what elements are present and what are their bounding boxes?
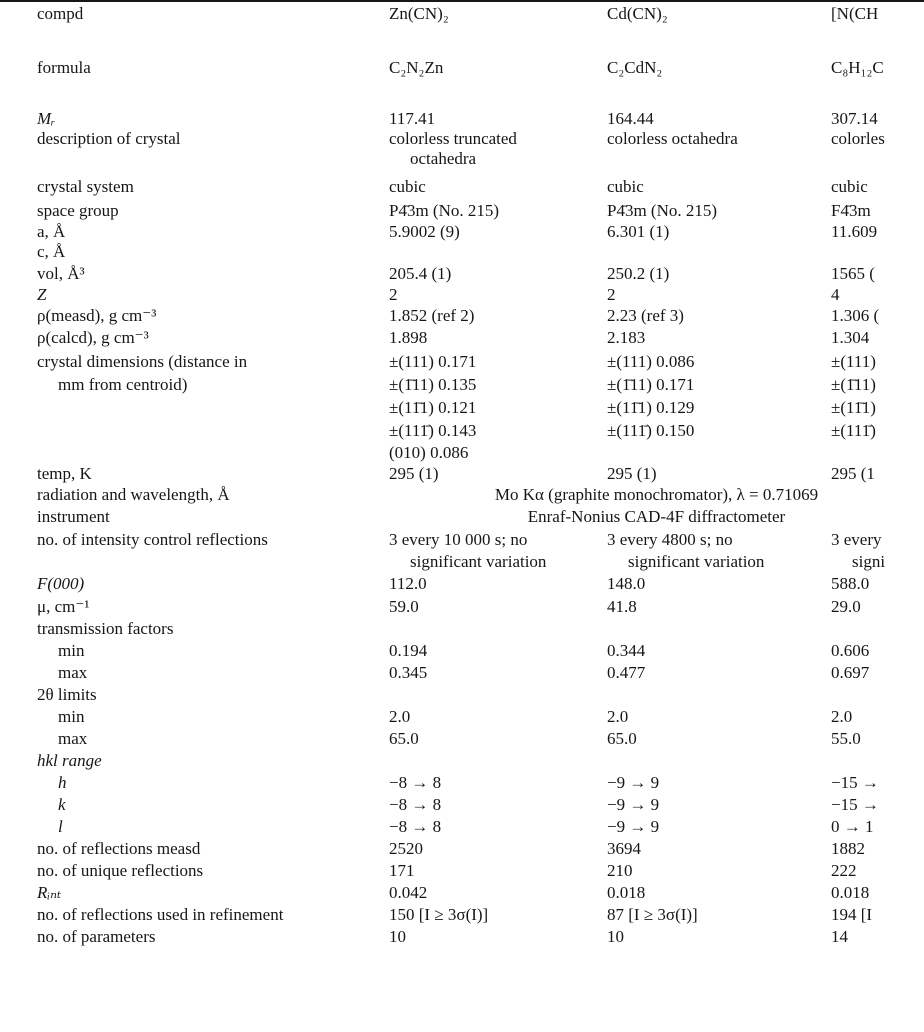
row-label-text: hkl range (37, 751, 102, 770)
cell-zn: 0.042 (389, 883, 428, 902)
row-label: no. of intensity control reflections (37, 530, 268, 549)
table-row (0, 352, 924, 372)
row-label: no. of reflections measd (37, 839, 201, 858)
table-row (0, 751, 924, 771)
table-row (0, 729, 924, 749)
cell-third: 295 (1 (831, 464, 875, 483)
row-label: μ, cm⁻¹ (37, 597, 90, 616)
cell-cd: −9 → 9 (607, 817, 660, 836)
cell-third: 588.0 (831, 574, 870, 593)
cell-zn: 10 (389, 927, 406, 946)
cell-zn: 2520 (389, 839, 423, 858)
table-row (0, 485, 924, 505)
cell-third: ±(111̄) (831, 421, 876, 440)
table-row (0, 306, 924, 326)
table-row (0, 707, 924, 727)
cell-third: [N(CH (831, 4, 879, 23)
cell-third: 29.0 (831, 597, 861, 616)
table-row (0, 201, 924, 221)
table-row (0, 129, 924, 149)
table-row (0, 464, 924, 484)
row-label: radiation and wavelength, Å (37, 485, 230, 504)
cell-zn: 2.0 (389, 707, 411, 726)
row-label: ρ(calcd), g cm⁻³ (37, 328, 149, 347)
table-row (0, 817, 924, 837)
cell-cd: ±(111) 0.086 (607, 352, 695, 371)
cell-zn: −8 → 8 (389, 773, 442, 792)
row-label: no. of unique reflections (37, 861, 204, 880)
cell-third: 11.609 (831, 222, 878, 241)
row-label-text: Mᵣ (37, 109, 56, 128)
table-row (0, 507, 924, 527)
cell-cd: ±(111̄) 0.150 (607, 421, 695, 440)
table-row (0, 905, 924, 925)
cell-cd: 65.0 (607, 729, 637, 748)
table-row (0, 398, 924, 418)
cell-third: ±(11̄1) (831, 398, 876, 417)
cell-third: 1.306 ( (831, 306, 880, 325)
table-row (0, 927, 924, 947)
cell-third: 2.0 (831, 707, 853, 726)
table-row (0, 149, 924, 169)
cell-zn: C₂N₂Zn (389, 58, 444, 77)
cell-zn: 171 (389, 861, 415, 880)
spanning-cell: Enraf-Nonius CAD-4F diffractometer (527, 507, 786, 526)
cell-zn: 2 (389, 285, 398, 304)
cell-cd: 10 (607, 927, 624, 946)
cell-zn: 65.0 (389, 729, 419, 748)
row-label: transmission factors (37, 619, 174, 638)
row-label (37, 574, 84, 594)
cell-zn: 205.4 (1) (389, 264, 452, 283)
cell-cd: 6.301 (1) (607, 222, 670, 241)
row-label: ρ(measd), g cm⁻³ (37, 306, 157, 325)
cell-third: cubic (831, 177, 868, 196)
row-label: max (58, 729, 88, 748)
cell-cd: −9 → 9 (607, 795, 660, 814)
row-label: max (58, 663, 88, 682)
cell-cd: 2.23 (ref 3) (607, 306, 684, 325)
cell-third: 1.304 (831, 328, 870, 347)
cell-zn: (010) 0.086 (389, 443, 469, 462)
cell-zn: cubic (389, 177, 426, 196)
cell-cd: 210 (607, 861, 633, 880)
cell-third: 0.018 (831, 883, 870, 902)
cell-third: ±(1̄11) (831, 375, 876, 394)
table-row (0, 4, 924, 24)
cell-third: F4̄3m (831, 201, 871, 220)
cell-cd: 3 every 4800 s; no (607, 530, 733, 549)
cell-zn: 1.898 (389, 328, 428, 347)
cell-third: 222 (831, 861, 857, 880)
cell-cd: 0.018 (607, 883, 646, 902)
cell-third: 0.697 (831, 663, 870, 682)
cell-zn: colorless truncated (389, 129, 517, 148)
table-row (0, 530, 924, 550)
row-label: space group (37, 201, 119, 220)
cell-zn: 1.852 (ref 2) (389, 306, 475, 325)
table-row (0, 443, 924, 463)
row-label (37, 883, 61, 903)
cell-zn: ±(11̄1) 0.121 (389, 398, 477, 417)
cell-zn: −8 → 8 (389, 817, 442, 836)
row-label: c, Å (37, 242, 66, 261)
row-label: crystal dimensions (distance in (37, 352, 248, 371)
row-label (58, 817, 63, 837)
cell-third: 307.14 (831, 109, 878, 128)
cell-zn: 0.345 (389, 663, 428, 682)
cell-cd: 3694 (607, 839, 641, 858)
cell-cd: 250.2 (1) (607, 264, 670, 283)
row-label: formula (37, 58, 91, 77)
cell-cd: ±(1̄11) 0.171 (607, 375, 695, 394)
table-row (0, 685, 924, 705)
cell-cd: significant variation (628, 552, 765, 571)
row-label: temp, K (37, 464, 92, 483)
row-label: a, Å (37, 222, 66, 241)
table-row (0, 375, 924, 395)
cell-third: −15 → (831, 795, 879, 814)
cell-cd: −9 → 9 (607, 773, 660, 792)
cell-third: ±(111) (831, 352, 876, 371)
cell-zn: 0.194 (389, 641, 428, 660)
cell-zn: 112.0 (389, 574, 427, 593)
row-label (58, 773, 67, 793)
cell-zn: 117.41 (389, 109, 436, 128)
cell-cd: P4̄3m (No. 215) (607, 201, 718, 220)
cell-third: colorles (831, 129, 885, 148)
cell-zn: ±(111̄) 0.143 (389, 421, 477, 440)
cell-zn: 3 every 10 000 s; no (389, 530, 528, 549)
cell-cd: 2 (607, 285, 616, 304)
cell-cd: 148.0 (607, 574, 646, 593)
cell-zn: significant variation (410, 552, 547, 571)
row-label (37, 751, 102, 771)
cell-third: 55.0 (831, 729, 861, 748)
row-label: 2θ limits (37, 685, 97, 704)
cell-cd: Cd(CN)₂ (607, 4, 668, 23)
cell-zn: 150 [I ≥ 3σ(I)] (389, 905, 489, 924)
table-row (0, 552, 924, 572)
row-label: vol, Å³ (37, 264, 85, 283)
row-label-text: Rᵢₙₜ (37, 883, 62, 902)
table-row (0, 421, 924, 441)
row-label: compd (37, 4, 84, 23)
table-row (0, 641, 924, 661)
cell-third: 1565 ( (831, 264, 875, 283)
cell-third: signi (852, 552, 886, 571)
table-row (0, 109, 924, 129)
cell-cd: 2.183 (607, 328, 646, 347)
cell-zn: 59.0 (389, 597, 419, 616)
row-label: min (58, 707, 85, 726)
cell-cd: 2.0 (607, 707, 629, 726)
cell-zn: Zn(CN)₂ (389, 4, 449, 23)
row-label (37, 285, 46, 305)
table-row (0, 222, 924, 242)
cell-third: C₈H₁₂C (831, 58, 884, 77)
cell-cd: C₂CdN₂ (607, 58, 663, 77)
row-label (58, 795, 66, 815)
table-row (0, 574, 924, 594)
cell-zn: 295 (1) (389, 464, 439, 483)
table-row (0, 883, 924, 903)
row-label-text: k (58, 795, 66, 814)
row-label: no. of parameters (37, 927, 156, 946)
cell-third: 4 (831, 285, 840, 304)
table-row (0, 58, 924, 78)
row-label: description of crystal (37, 129, 181, 148)
cell-cd: 164.44 (607, 109, 654, 128)
row-label: mm from centroid) (58, 375, 188, 394)
cell-cd: 87 [I ≥ 3σ(I)] (607, 905, 698, 924)
cell-zn: 5.9002 (9) (389, 222, 460, 241)
row-label-text: h (58, 773, 67, 792)
cell-cd: colorless octahedra (607, 129, 738, 148)
table-row (0, 264, 924, 284)
cell-zn: P4̄3m (No. 215) (389, 201, 500, 220)
cell-third: 1882 (831, 839, 865, 858)
table-row (0, 795, 924, 815)
row-label: crystal system (37, 177, 134, 196)
table-row (0, 839, 924, 859)
table-row (0, 597, 924, 617)
cell-zn: −8 → 8 (389, 795, 442, 814)
row-label: no. of reflections used in refinement (37, 905, 284, 924)
table-row (0, 619, 924, 639)
table-row (0, 285, 924, 305)
cell-cd: 295 (1) (607, 464, 657, 483)
row-label-text: l (58, 817, 63, 836)
cell-third: 194 [I (831, 905, 873, 924)
table-top-rule (0, 0, 924, 2)
cell-cd: 0.344 (607, 641, 646, 660)
table-row (0, 328, 924, 348)
row-label-text: F(000) (37, 574, 85, 593)
cell-cd: ±(11̄1) 0.129 (607, 398, 695, 417)
cell-cd: cubic (607, 177, 644, 196)
table-row (0, 663, 924, 683)
cell-third: 14 (831, 927, 848, 946)
row-label-text: Z (37, 285, 47, 304)
row-label (37, 109, 55, 129)
cell-cd: 0.477 (607, 663, 646, 682)
spanning-cell: Mo Kα (graphite monochromator), λ = 0.71069 (494, 485, 819, 504)
cell-zn: ±(1̄11) 0.135 (389, 375, 477, 394)
row-label: instrument (37, 507, 110, 526)
table-row (0, 773, 924, 793)
table-row (0, 242, 924, 262)
table-row (0, 177, 924, 197)
cell-zn: ±(111) 0.171 (389, 352, 477, 371)
cell-third: 0 → 1 (831, 817, 874, 836)
cell-third: 3 every (831, 530, 882, 549)
cell-cd: 41.8 (607, 597, 637, 616)
cell-third: 0.606 (831, 641, 870, 660)
row-label: min (58, 641, 85, 660)
cell-third: −15 → (831, 773, 879, 792)
cell-zn: octahedra (410, 149, 477, 168)
table-row (0, 861, 924, 881)
